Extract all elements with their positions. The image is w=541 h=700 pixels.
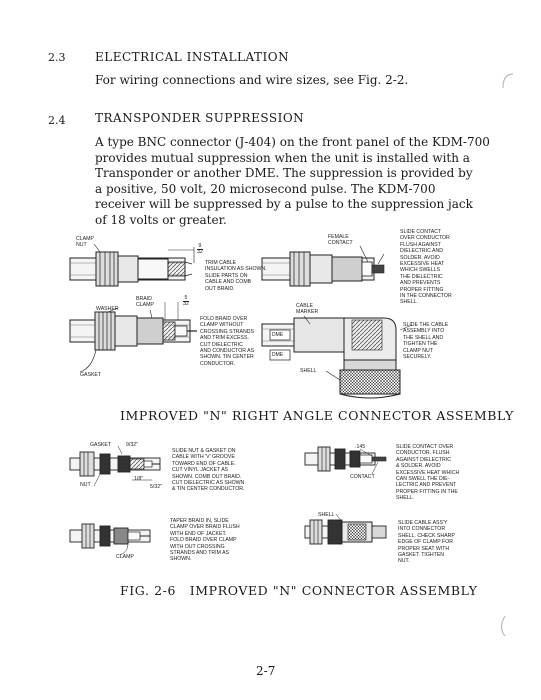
label-line: EXCESSIVE HEAT WHICH (396, 469, 460, 476)
label-line: 32 (183, 301, 189, 307)
label-line: PROPER FITTING (400, 286, 444, 293)
label-shell: SHELL (300, 368, 317, 374)
label-line: CABLE (296, 303, 314, 309)
label-line: CONTACT (328, 240, 353, 247)
para-line: Transponder or another DME. The suppression is provided by (95, 166, 473, 180)
para-line: receiver will be suppressed by a pulse to the suppression jack (95, 197, 473, 211)
label-line: CABLE AND COMB (205, 279, 252, 286)
label-line: CONDUCTOR. (200, 360, 236, 367)
section-title-electrical: ELECTRICAL INSTALLATION (95, 50, 290, 64)
label-line: EDGE OF CLAMP FOR (398, 539, 453, 546)
label-line: CABLE WITH 'V' GROOVE (172, 454, 235, 461)
label-dim-1-8: 1/8" (134, 476, 144, 482)
label-nut: NUT (80, 482, 91, 488)
label-line: CUT DIELECTRIC (200, 341, 243, 348)
label-line: AGAINST DIELECTRIC (396, 456, 451, 463)
section-title-suppression: TRANSPONDER SUPPRESSION (95, 111, 305, 125)
label-line: 9 (198, 243, 202, 249)
label-line: FOLD BRAID OVER (200, 316, 248, 322)
label-line: FLUSH AGAINST (400, 241, 441, 248)
label-line: INSULATION AS SHOWN. (205, 266, 267, 273)
label-line: GASKET. TIGHTEN (398, 552, 445, 559)
label-line: CUT VINYL JACKET AS (172, 467, 229, 474)
label-line: NUT (76, 242, 87, 249)
label-line: OUT BRAID. (205, 285, 235, 292)
label-line: FEMALE (328, 234, 349, 240)
para-line: A type BNC connector (J-404) on the front panel of the KDM-700 (95, 135, 490, 149)
section-number-2-3: 2.3 (48, 51, 66, 64)
label-gasket-b: GASKET (90, 442, 112, 448)
label-line: CLAMP OVER BRAID FLUSH (170, 524, 240, 531)
label-line: THE SHELL AND (403, 334, 444, 341)
label-slide-contact-b (396, 444, 459, 502)
label-line: WITH END OF JACKET. (170, 530, 227, 537)
label-slide-nut (172, 448, 244, 493)
label-line: STRANDS AND TRIM AS (170, 550, 229, 557)
label-dim-9-32-b: 9/32" (126, 442, 138, 448)
label-gasket: GASKET (80, 372, 102, 378)
label-line: 5 (184, 295, 188, 301)
label-line: WHICH SWELLS (400, 267, 441, 274)
label-line: LECTRIC AND PREVENT (396, 482, 457, 489)
nut-gasket-drawing (70, 446, 160, 486)
label-line: SLIDE PARTS ON (205, 272, 248, 279)
label-line: IN THE CONNECTOR (400, 293, 452, 300)
label-line: PROPER SEAT WITH (398, 545, 450, 552)
label-line: TAPER BRAID IN, SLIDE (170, 518, 229, 524)
label-line: CLAMP (136, 302, 154, 309)
label-line: FOLD BRAID OVER CLAMP (170, 537, 237, 544)
label-line: EXCESSIVE HEAT (400, 261, 445, 268)
label-line: SLIDE CONTACT OVER (396, 444, 454, 450)
label-slide-cable-assy (398, 520, 455, 565)
clamp-over-braid-drawing (70, 524, 150, 555)
section-number-2-4: 2.4 (48, 114, 66, 127)
label-line: SLIDE NUT & GASKET ON (172, 448, 236, 454)
figure-caption-2-6: FIG. 2-6 IMPROVED "N" CONNECTOR ASSEMBLY (120, 583, 478, 598)
label-line: WITH OUT CROSSING (170, 543, 225, 550)
label-line: AND CONDUCTOR AS (200, 348, 255, 355)
label-line: TIGHTEN THE (403, 341, 438, 348)
label-line: DIELECTRIC AND (400, 248, 443, 255)
label-line: SHELL. (400, 299, 418, 306)
label-line: 32 (197, 249, 203, 255)
label-line: AND TRIM EXCESS. (200, 335, 249, 342)
label-line: CONDUCTOR. FLUSH (396, 450, 450, 457)
para-line: of 18 volts or greater. (95, 212, 227, 227)
label-dim-5-32-b: 5/32" (150, 484, 162, 490)
label-line: & SOLDER. AVOID (396, 463, 441, 470)
para-line: provides mutual suppression when the unit is installed with a (95, 150, 470, 165)
label-clamp-b: CLAMP (116, 554, 134, 560)
label-washer: WASHER (96, 306, 119, 312)
label-line: SHELL. CHECK SHARP (398, 532, 455, 539)
label-line: TRIM CABLE (205, 260, 237, 266)
label-dme-marker-2: DME (272, 352, 284, 358)
label-taper-braid (170, 518, 240, 563)
label-line: SHELL. (396, 495, 414, 502)
label-line: SECURELY. (403, 354, 432, 361)
label-line: AND PREVENTS (400, 280, 441, 287)
section-text-wiring: For wiring connections and wire sizes, see Fig. 2-2. (95, 73, 409, 87)
label-shell-b: SHELL (318, 512, 335, 518)
label-line: SOLDER. AVOID (400, 254, 440, 261)
label-line: & TIN CENTER CONDUCTOR. (172, 486, 245, 493)
label-line: OVER CONDUCTOR (400, 235, 450, 242)
label-dme-marker-1: DME (272, 332, 284, 338)
label-line: PROPER FITTING IN THE (396, 488, 458, 495)
label-line: SLIDE CABLE ASS'Y (398, 520, 448, 526)
label-line: INTO CONNECTOR (398, 526, 446, 533)
label-line: THE DIELECTRIC (400, 273, 443, 280)
para-line: a positive, 50 volt, 20 microsecond pulse. The KDM-700 (95, 181, 436, 196)
label-line: CAN SWELL THE DIE- (396, 476, 450, 483)
label-line: CUT DIELECTRIC AS SHOWN (172, 480, 245, 487)
label-line: BRAID (136, 296, 152, 302)
contact-conductor-drawing (305, 447, 386, 474)
label-line: CROSSING STRANDS (200, 328, 254, 335)
page-number: 2-7 (256, 664, 276, 678)
label-contact-b: CONTACT (350, 474, 375, 480)
label-line: NUT. (398, 558, 410, 565)
label-line: CLAMP (76, 236, 94, 242)
label-line: SHOWN. COMB OUT BRAID. (172, 473, 242, 480)
label-line: SHOWN. TIN CENTER (200, 354, 254, 361)
label-dim-145: .145 (355, 444, 366, 450)
figure-title-right-angle: IMPROVED "N" RIGHT ANGLE CONNECTOR ASSEMBLY (120, 408, 514, 423)
label-line: TOWARD END OF CABLE. (172, 460, 236, 467)
label-line: MARKER (296, 309, 319, 316)
shell-assembly-drawing (305, 514, 386, 544)
label-line: SLIDE THE CABLE (403, 322, 449, 328)
label-line: CLAMP WITHOUT (200, 322, 244, 329)
label-line: SHOWN. (170, 556, 192, 563)
label-line: CLAMP NUT (403, 347, 433, 354)
label-line: SLIDE CONTACT (400, 229, 442, 235)
label-line: ASSEMBLY INTO (403, 328, 445, 335)
